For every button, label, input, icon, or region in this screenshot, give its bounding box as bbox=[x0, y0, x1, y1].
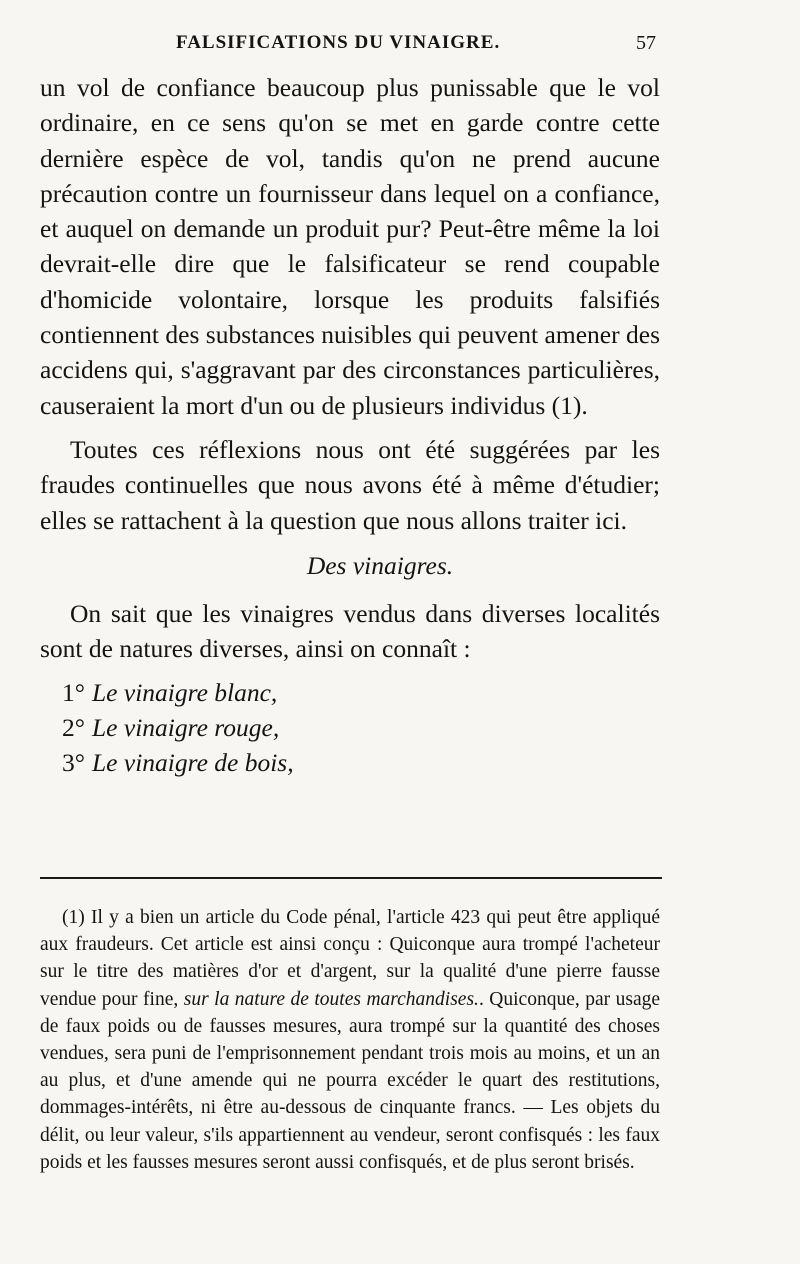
list-number: 3° bbox=[62, 748, 85, 778]
list-number: 1° bbox=[62, 677, 85, 707]
list-item bbox=[40, 710, 660, 745]
list-text: Le vinaigre de bois, bbox=[92, 748, 294, 778]
list-number: 2° bbox=[62, 713, 85, 743]
footnote-part: (1) Il y a bien un article du Code pénal, l'article 423 qui peut être appliqué aux fraudeurs. Cet article est ainsi conçu : Quiconque aura trompé l'acheteur sur le titre des matières d'or et d'argent, sur la qualité d'une pierre fausse vendue pour fine, bbox=[40, 907, 660, 1010]
list-text: Le vinaigre blanc, bbox=[92, 677, 278, 707]
list-item bbox=[40, 745, 660, 780]
main-text bbox=[40, 70, 660, 781]
footnote-part: . Quiconque, par usage de faux poids ou de fausses mesures, aura trompé sur la quantité des choses vendues, sera puni de l'emprisonnement pendant trois mois au moins, et un an au plus, et d'une amende qui ne pourra excéder le quart des restitutions, dommages-intérêts, ni être au-dessous de cinquante francs. — Les objets du délit, ou leur valeur, s'ils appartiennent au vendeur, seront confisqués : les faux poids et les fausses mesures seront aussi confisqués, et de plus seront brisés. bbox=[40, 988, 661, 1173]
list-item bbox=[40, 675, 660, 710]
footnote-divider bbox=[40, 877, 662, 879]
running-title: FALSIFICATIONS DU VINAIGRE. bbox=[176, 32, 501, 53]
footnote bbox=[40, 904, 660, 1176]
page-number: 57 bbox=[636, 32, 656, 54]
paragraph: Toutes ces réflexions nous ont été suggérées par les fraudes continuelles que nous avons été à même d'étudier; elles se rattachent à la question que nous allons traiter ici. bbox=[40, 434, 660, 535]
footnote-italic: sur la nature de toutes marchandises. bbox=[183, 988, 479, 1010]
running-header bbox=[40, 32, 660, 60]
paragraph-intro: On sait que les vinaigres vendus dans diverses localités sont de natures diverses, ainsi on connaît : bbox=[40, 599, 660, 664]
section-heading: Des vinaigres. bbox=[306, 550, 454, 580]
list-text: Le vinaigre rouge, bbox=[92, 713, 280, 743]
paragraph: un vol de confiance beaucoup plus punissable que le vol ordinaire, en ce sens qu'on se met en garde contre cette dernière espèce de vol, tandis qu'on ne prend aucune précaution contre un fournisseur dans lequel on a confiance, et auquel on demande un produit pur? Peut-être même la loi devrait-elle dire que le falsificateur se rend coupable d'homicide volontaire, lorsque les produits falsifiés contiennent des substances nuisibles qui peuvent amener des accidens qui, s'aggravant par des circonstances particulières, causeraient la mort d'un ou de plusieurs individus (1). bbox=[40, 73, 660, 420]
footnote-text bbox=[40, 904, 660, 1176]
